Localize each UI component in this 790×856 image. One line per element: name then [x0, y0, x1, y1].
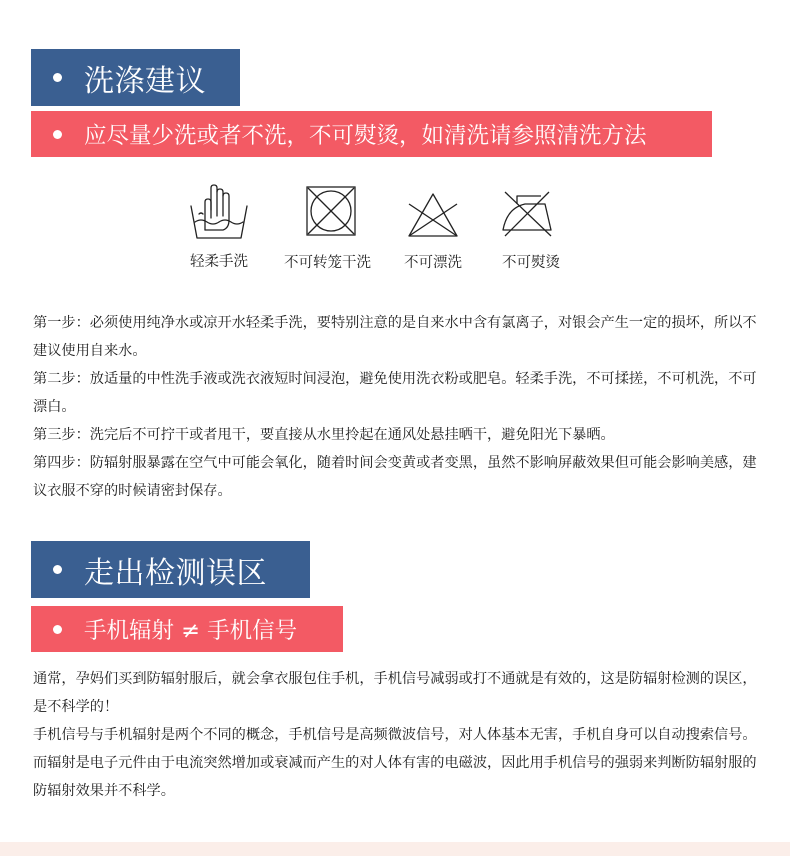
step-3: 第三步：洗完后不可拧干或者甩干，要直接从水里拎起在通风处悬挂晒干，避免阳光下暴晒。: [33, 427, 615, 443]
no-bleach-label: 不可漂洗: [404, 255, 462, 271]
section-title-banner: [31, 541, 310, 598]
bullet-dot: [53, 625, 62, 634]
section-subtitle-banner: [31, 111, 712, 157]
step-1: 第一步：必须使用纯净水或凉开水轻柔手洗，要特别注意的是自来水中含有氯离子，对银会产生一定的损坏，所以不建议使用自来水。: [33, 315, 757, 359]
hand-wash-label: 轻柔手洗: [190, 254, 248, 270]
hand-wash-icon: [189, 182, 253, 242]
section-subtitle: 手机辐射 ≠ 手机信号: [84, 618, 298, 644]
no-tumble-dry-label: 不可转笼干洗: [284, 255, 371, 271]
myth-paragraph: 通常，孕妈们买到防辐射服后，就会拿衣服包住手机，手机信号减弱或打不通就是有效的，这是防辐射检测的误区，是不科学的！: [33, 671, 757, 715]
no-iron-icon: [499, 186, 557, 240]
no-bleach-icon: [405, 190, 461, 240]
bullet-dot: [53, 565, 62, 574]
myth-paragraph: 手机信号与手机辐射是两个不同的概念，手机信号是高频微波信号，对人体基本无害，手机自身可以自动搜索信号。而辐射是电子元件由于电流突然增加或衰减而产生的对人体有害的电磁波，因此用手机信号的强弱来判断防辐射服的防辐射效果并不科学。: [33, 727, 757, 799]
step-2: 第二步：放适量的中性洗手液或洗衣液短时间浸泡，避免使用洗衣粉或肥皂。轻柔手洗，不可揉搓，不可机洗，不可漂白。: [33, 371, 757, 415]
section-subtitle-banner: [31, 606, 343, 652]
step-4: 第四步：防辐射服暴露在空气中可能会氧化，随着时间会变黄或者变黑，虽然不影响屏蔽效果但可能会影响美感，建议衣服不穿的时候请密封保存。: [33, 455, 757, 499]
no-tumble-dry-icon: [304, 184, 358, 238]
section-title-banner: [31, 49, 240, 106]
no-iron-label: 不可熨烫: [502, 255, 560, 271]
footer-strip: [0, 842, 790, 856]
washing-steps: [33, 309, 757, 505]
myth-explanation: [33, 665, 757, 805]
section-subtitle: 应尽量少洗或者不洗，不可熨烫，如清洗请参照清洗方法: [84, 123, 647, 149]
section-title: 洗涤建议: [84, 63, 206, 99]
bullet-dot: [53, 73, 62, 82]
section-title: 走出检测误区: [84, 555, 267, 591]
bullet-dot: [53, 130, 62, 139]
